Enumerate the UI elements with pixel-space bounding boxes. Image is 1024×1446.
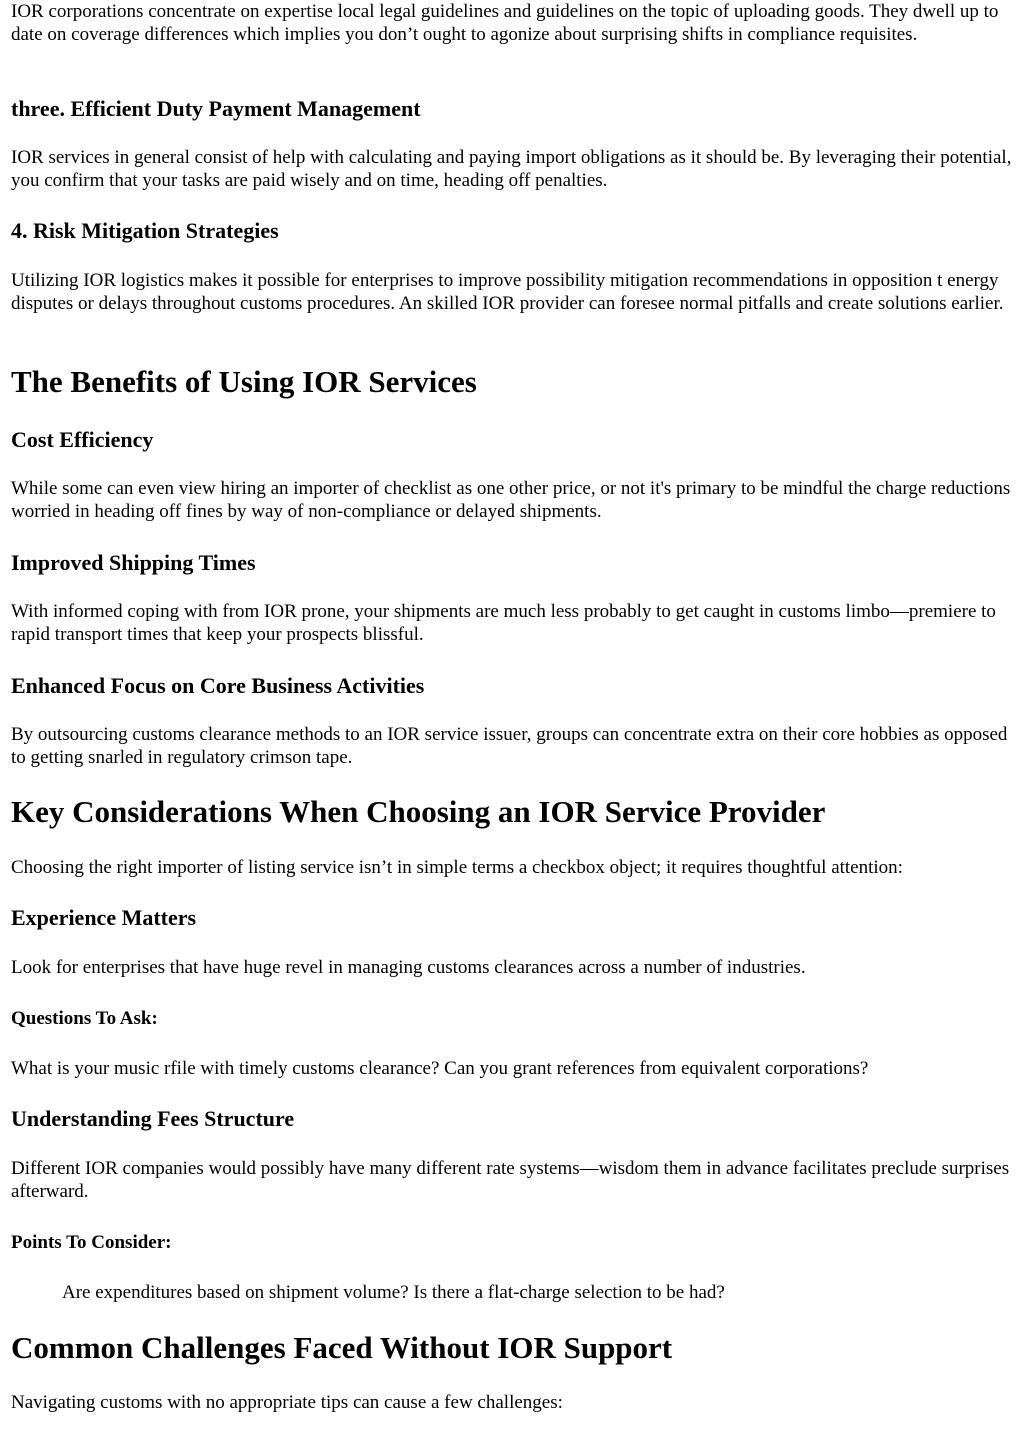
- paragraph-questions: What is your music rfile with timely customs clearance? Can you grant references from equivalent corporations?: [11, 1058, 869, 1079]
- heading-points-to-consider: Points To Consider:: [11, 1232, 172, 1253]
- paragraph-improved-shipping: With informed coping with from IOR prone, your shipments are much less probably to get caught in customs limbo—premiere to rapid transport times that keep your prospects blissful.: [11, 601, 996, 645]
- heading-enhanced-focus: Enhanced Focus on Core Business Activities: [11, 673, 425, 698]
- paragraph-choosing-right: Choosing the right importer of listing service isn’t in simple terms a checkbox object; it requires thoughtful attention:: [11, 857, 903, 878]
- heading-questions-to-ask: Questions To Ask:: [11, 1008, 158, 1029]
- heading-experience-matters: Experience Matters: [11, 905, 197, 930]
- paragraph-duty-payment: IOR services in general consist of help with calculating and paying import obligations as it should be. By leveraging their potential, you confirm that your tasks are paid wisely and on time, heading off penalties.: [11, 147, 1012, 191]
- paragraph-fees-structure: Different IOR companies would possibly have many different rate systems—wisdom them in advance facilitates preclude surprises afterward.: [11, 1158, 1010, 1202]
- heading-cost-efficiency: Cost Efficiency: [11, 427, 154, 452]
- paragraph-ior-local-guidelines: IOR corporations concentrate on expertise local legal guidelines and guidelines on the topic of uploading goods. They dwell up to date on coverage differences which implies you don’t ought to agonize about surprising shifts in compliance requisites.: [11, 1, 999, 45]
- paragraph-enhanced-focus: By outsourcing customs clearance methods to an IOR service issuer, groups can concentrate extra on their core hobbies as opposed to getting snarled in regulatory crimson tape.: [11, 724, 1008, 768]
- heading-common-challenges: Common Challenges Faced Without IOR Support: [11, 1330, 673, 1365]
- heading-benefits: The Benefits of Using IOR Services: [11, 364, 477, 399]
- heading-improved-shipping: Improved Shipping Times: [11, 550, 256, 575]
- heading-fees-structure: Understanding Fees Structure: [11, 1106, 295, 1131]
- heading-key-considerations: Key Considerations When Choosing an IOR Service Provider: [11, 794, 826, 829]
- paragraph-experience: Look for enterprises that have huge revel in managing customs clearances across a number of industries.: [11, 957, 806, 978]
- paragraph-risk-mitigation: Utilizing IOR logistics makes it possible for enterprises to improve possibility mitigation recommendations in opposition t energy disputes or delays throughout customs procedures. An skilled IOR provider can foresee normal pitfalls and create solutions earlier.: [11, 270, 1004, 314]
- heading-risk-mitigation: 4. Risk Mitigation Strategies: [11, 218, 279, 243]
- paragraph-navigating-customs: Navigating customs with no appropriate tips can cause a few challenges:: [11, 1392, 563, 1413]
- heading-duty-payment: three. Efficient Duty Payment Management: [11, 96, 421, 121]
- blockquote-points: Are expenditures based on shipment volume? Is there a flat-charge selection to be had?: [62, 1282, 725, 1303]
- paragraph-cost-efficiency: While some can even view hiring an importer of checklist as one other price, or not it's primary to be mindful the charge reductions worried in heading off fines by way of non-compliance or delayed shipments.: [11, 478, 1011, 522]
